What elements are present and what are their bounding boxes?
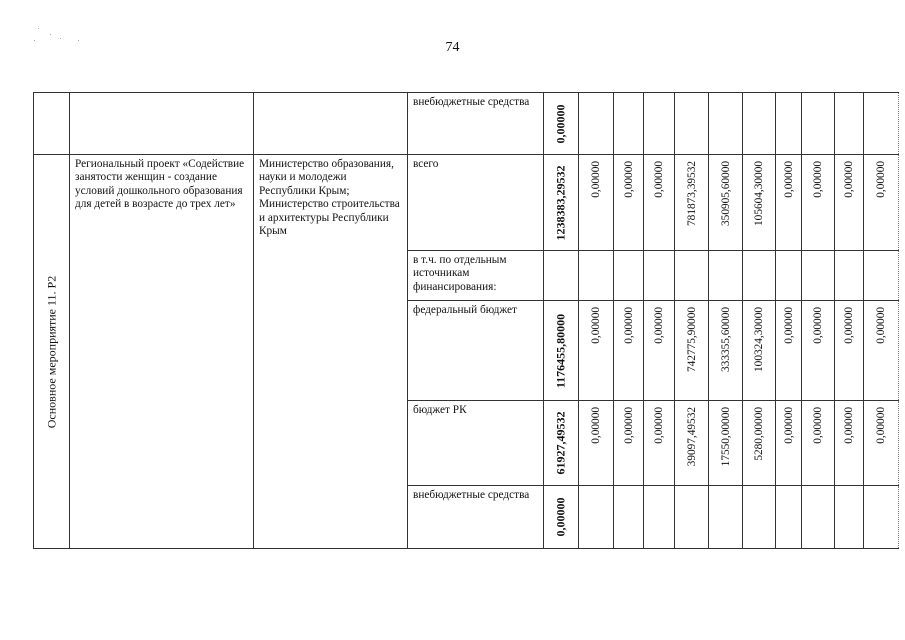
total-cell <box>544 251 579 301</box>
year-value-cell <box>743 401 776 486</box>
year-value: 350905,60000 <box>719 161 732 226</box>
year-value-cell <box>709 93 743 155</box>
year-value-cell <box>743 251 776 301</box>
funding-source: бюджет РК <box>413 404 467 416</box>
year-value: 0,00000 <box>590 307 602 344</box>
year-value: 0,00000 <box>843 161 855 198</box>
year-value-cell <box>864 93 899 155</box>
year-value-cell <box>802 155 835 251</box>
year-value: 0,00000 <box>782 161 795 198</box>
funding-source-cell <box>408 251 544 301</box>
year-value-cell <box>579 401 614 486</box>
year-value-cell <box>835 486 864 549</box>
event-label-cell <box>34 155 70 549</box>
year-value-cell <box>802 301 835 401</box>
year-value: 0,00000 <box>590 407 602 444</box>
year-value-cell <box>614 155 644 251</box>
year-value-cell <box>675 301 709 401</box>
year-value: 0,00000 <box>782 407 795 444</box>
year-value-cell <box>802 401 835 486</box>
year-value-cell <box>675 93 709 155</box>
executor-cell <box>254 155 408 549</box>
year-value: 0,00000 <box>590 161 602 198</box>
year-value-cell <box>776 251 802 301</box>
year-value: 0,00000 <box>622 161 635 198</box>
budget-table <box>33 92 899 549</box>
year-value-cell <box>776 93 802 155</box>
year-value-cell <box>743 301 776 401</box>
year-value-cell <box>644 401 675 486</box>
total-cell <box>544 93 579 155</box>
year-value: 5280,00000 <box>753 407 765 461</box>
scan-specks <box>30 22 90 52</box>
year-value-cell <box>835 155 864 251</box>
year-value-cell <box>709 486 743 549</box>
event-name-cell <box>70 155 254 549</box>
total-cell <box>544 401 579 486</box>
year-value-cell <box>802 93 835 155</box>
table-row <box>34 93 899 155</box>
total-cell <box>544 486 579 549</box>
funding-source-cell <box>408 486 544 549</box>
year-value: 0,00000 <box>782 307 795 344</box>
year-value-cell <box>776 486 802 549</box>
year-value-cell <box>802 486 835 549</box>
year-value-cell <box>579 301 614 401</box>
name-cell-prev <box>70 93 254 155</box>
year-value: 0,00000 <box>653 407 665 444</box>
funding-source: внебюджетные средства <box>413 489 530 501</box>
year-value: 0,00000 <box>653 307 665 344</box>
funding-source: внебюджетные средства <box>413 96 530 108</box>
year-value-cell <box>579 93 614 155</box>
funding-source-cell <box>408 401 544 486</box>
year-value: 100324,30000 <box>753 307 765 372</box>
year-value-cell <box>675 155 709 251</box>
year-value-cell <box>743 486 776 549</box>
total-value: 61927,49532 <box>553 411 568 475</box>
year-value-cell <box>835 251 864 301</box>
year-value: 0,00000 <box>875 307 887 344</box>
year-value: 781873,39532 <box>685 161 698 226</box>
event-name: Региональный проект «Содействие занятости женщин - создание условий дошкольного образования для детей в возрасте до трех лет» <box>75 158 245 211</box>
year-value-cell <box>776 401 802 486</box>
year-value-cell <box>614 93 644 155</box>
year-value-cell <box>614 486 644 549</box>
year-value: 0,00000 <box>875 407 887 444</box>
year-value: 0,00000 <box>812 161 824 198</box>
year-value-cell <box>864 251 899 301</box>
year-value: 39097,49532 <box>685 407 698 467</box>
year-value-cell <box>864 401 899 486</box>
year-value-cell <box>644 155 675 251</box>
year-value-cell <box>835 301 864 401</box>
total-value: 0,00000 <box>553 497 568 537</box>
year-value-cell <box>644 486 675 549</box>
funding-source: в т.ч. по отдельным источникам финансирования: <box>413 254 507 293</box>
year-value-cell <box>743 155 776 251</box>
year-value: 17550,00000 <box>719 407 732 467</box>
year-value-cell <box>802 251 835 301</box>
year-value-cell <box>776 301 802 401</box>
year-value: 105604,30000 <box>753 161 765 226</box>
funding-source: федеральный бюджет <box>413 304 517 316</box>
year-value: 0,00000 <box>622 307 635 344</box>
year-value-cell <box>709 401 743 486</box>
page-number: 74 <box>445 40 460 55</box>
event-label: Основное мероприятие 11. Р2 <box>44 275 58 428</box>
funding-source-cell <box>408 93 544 155</box>
year-value: 742775,90000 <box>685 307 698 372</box>
year-value-cell <box>644 301 675 401</box>
year-value-cell <box>579 155 614 251</box>
funding-source: всего <box>413 158 439 170</box>
event-cell-prev <box>34 93 70 155</box>
year-value: 0,00000 <box>875 161 887 198</box>
year-value-cell <box>835 401 864 486</box>
year-value: 0,00000 <box>843 307 855 344</box>
total-value: 0,00000 <box>553 104 568 143</box>
year-value-cell <box>709 301 743 401</box>
year-value: 0,00000 <box>843 407 855 444</box>
year-value: 0,00000 <box>653 161 665 198</box>
year-value-cell <box>864 155 899 251</box>
year-value-cell <box>709 251 743 301</box>
funding-source-cell <box>408 301 544 401</box>
year-value-cell <box>579 251 614 301</box>
executor-text: Министерство образования, науки и молодежи Республики Крым; Министерство строительства и архитектуры Республики Крым <box>259 158 400 238</box>
year-value-cell <box>614 251 644 301</box>
year-value-cell <box>743 93 776 155</box>
year-value: 333355,60000 <box>719 307 732 372</box>
year-value-cell <box>614 401 644 486</box>
year-value: 0,00000 <box>622 407 635 444</box>
year-value-cell <box>644 251 675 301</box>
year-value-cell <box>864 486 899 549</box>
year-value-cell <box>776 155 802 251</box>
year-value-cell <box>835 93 864 155</box>
year-value-cell <box>675 251 709 301</box>
executor-cell-prev <box>254 93 408 155</box>
table-row <box>34 155 899 251</box>
year-value-cell <box>579 486 614 549</box>
total-cell <box>544 155 579 251</box>
total-value: 1176455,80000 <box>553 313 568 388</box>
year-value-cell <box>614 301 644 401</box>
year-value-cell <box>675 486 709 549</box>
year-value: 0,00000 <box>812 307 824 344</box>
year-value-cell <box>644 93 675 155</box>
funding-source-cell <box>408 155 544 251</box>
year-value-cell <box>709 155 743 251</box>
total-cell <box>544 301 579 401</box>
year-value-cell <box>675 401 709 486</box>
year-value-cell <box>864 301 899 401</box>
total-value: 1238383,29532 <box>553 165 568 240</box>
year-value: 0,00000 <box>812 407 824 444</box>
